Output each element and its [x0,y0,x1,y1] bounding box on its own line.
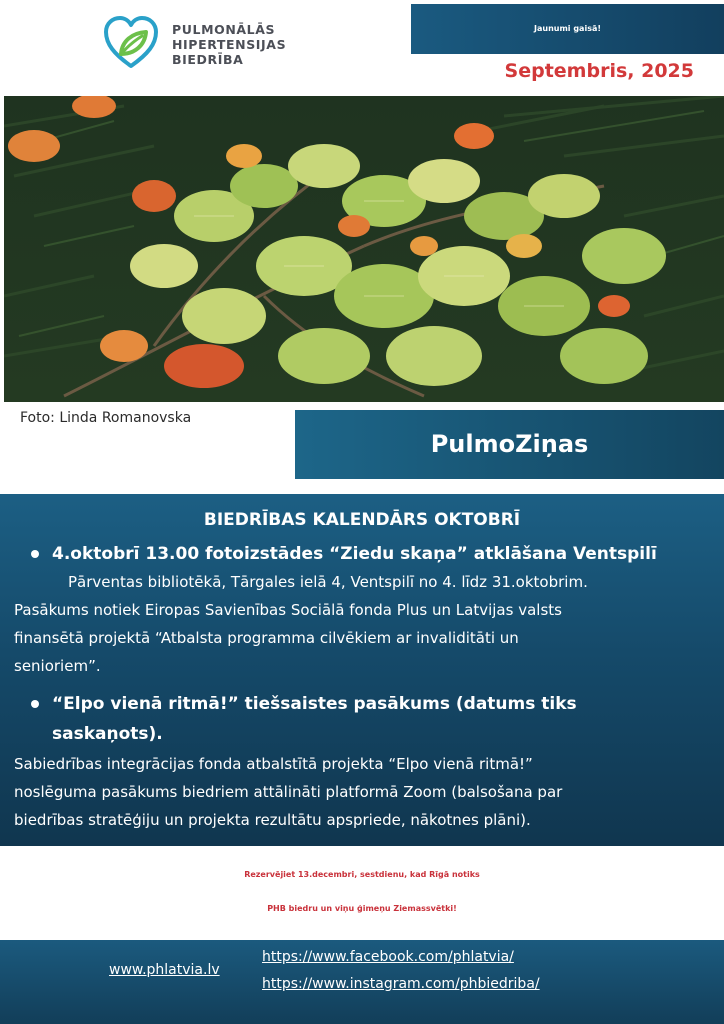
event-heading: saskaņots). [52,724,163,744]
logo-line: PULMONĀLĀS [172,22,276,37]
issue-date: Septembris, 2025 [504,60,694,82]
newsletter-title: Jaunumi gaisā! [411,4,724,54]
reminder-line: Rezervējiet 13.decembri, sestdienu, kad Rīgā notiks [244,870,480,879]
autumn-oak-leaves-photo [4,96,724,402]
photo-caption: Foto: Linda Romanovska [20,410,192,426]
association-logo [102,14,302,74]
footer [0,940,724,1024]
heart-leaf-logo-icon [102,14,160,72]
event-text-line: Pasākums notiek Eiropas Savienības Sociālā fonda Plus un Latvijas valsts [14,601,562,619]
bullet-icon [31,550,39,558]
event-text-line: biedrības stratēģiju un projekta rezultātu apspriede, nākotnes plāni). [14,811,531,829]
facebook-link[interactable]: https://www.facebook.com/phlatvia/ [262,949,514,965]
event-text-line: Pārventas bibliotēkā, Tārgales ielā 4, Ventspilī no 4. līdz 31.oktobrim. [68,573,588,591]
event-text-line: noslēguma pasākums biedriem attālināti platformā Zoom (balsošana par [14,783,563,801]
event-text-line: Sabiedrības integrācijas fonda atbalstītā projekta “Elpo vienā ritmā!” [14,755,533,773]
event-text-line: finansētā projektā “Atbalsta programma cilvēkiem ar invaliditāti un [14,629,519,647]
logo-wordmark [172,22,286,67]
calendar-title: BIEDRĪBAS KALENDĀRS OKTOBRĪ [203,510,521,530]
calendar-panel [0,494,724,846]
logo-line: HIPERTENSIJAS [172,37,287,52]
event-text-line: senioriem”. [14,657,101,675]
event-heading: 4.oktobrī 13.00 fotoizstādes “Ziedu skaņa” atklāšana Ventspilī [52,544,657,564]
event-heading: “Elpo vienā ritmā!” tiešsaistes pasākums (datums tiks [52,694,577,714]
christmas-reminder [0,858,724,926]
photo-illustration [4,96,724,402]
bullet-icon [31,700,39,708]
logo-line: BIEDRĪBA [172,52,244,67]
reminder-line: PHB biedru un viņu ģimeņu Ziemassvētki! [267,904,457,913]
instagram-link[interactable]: https://www.instagram.com/phbiedriba/ [262,976,540,992]
brand-title: PulmoZiņas [295,410,724,479]
website-link[interactable]: www.phlatvia.lv [109,962,220,978]
